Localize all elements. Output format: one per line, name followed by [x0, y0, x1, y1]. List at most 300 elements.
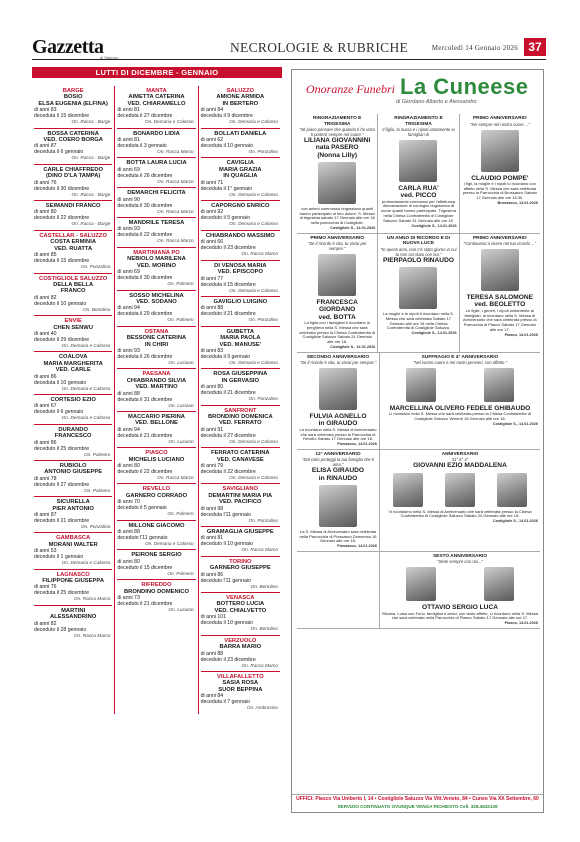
town-label: RIFREDDO	[141, 582, 172, 589]
death-entry	[117, 188, 195, 218]
deceased-name: BRONDINO DOMENICA VED. FERRATO	[207, 413, 273, 427]
notices-grid	[297, 114, 540, 629]
funeral-home-label: On. Racca Marco	[241, 662, 278, 668]
deceased-name: MANDRILE TERESA	[128, 220, 185, 227]
death-entry	[201, 406, 280, 449]
death-date: deceduto il 10 gennaio	[200, 541, 253, 548]
town-label: TORINO	[229, 558, 252, 565]
memorial-notice	[297, 353, 380, 449]
funeral-home-label: On. Demaria e Calosso	[61, 342, 111, 348]
deceased-name: DURANDO FRANCESCO	[54, 426, 92, 440]
notice-title: SESTO ANNIVERSARIO	[432, 553, 488, 559]
death-date: deceduto il 22 dicembre	[117, 469, 173, 475]
age-text: di anni 80	[34, 209, 57, 216]
age-text: di anni 91	[200, 426, 224, 433]
deceased-name: CHIABRANDO SILVIA VED. MARTINO	[126, 377, 187, 391]
deceased-name: MILLONE GIACOMO	[128, 522, 185, 529]
age-text: di anni 86	[34, 373, 57, 380]
portrait-photo	[445, 473, 475, 507]
notice-title: SUFFRAGIO E 4° ANNIVERSARIO	[421, 354, 499, 360]
death-entry	[201, 158, 280, 201]
notice-quote: "Sei sempre nel nostro cuore ..."	[469, 121, 530, 127]
deceased-name: RUBIOLO ANTONIO GIUSEPPE	[44, 463, 103, 476]
town-label: PIASCO	[145, 450, 168, 457]
funeral-home-label: On. Demaria e Calosso	[229, 475, 278, 480]
death-entry	[201, 448, 280, 484]
age-text: di anni 88	[117, 390, 140, 397]
notice-text: con animo commosso ringraziano quanti hanno partecipato al loro dolore. S. Messa di trigesima sabato 17 Gennaio alle ore 18 nella parrocchia di Costigliole.	[299, 205, 375, 226]
portrait-photo	[318, 254, 356, 296]
deceased-name: GUBETTA MARIA PAOLA VED. MANUSE'	[219, 328, 262, 348]
age-text: di anni 78	[34, 475, 57, 482]
death-date: deceduto l'11 gennaio	[117, 535, 168, 542]
age-text: di anni 76	[34, 179, 57, 186]
memorial-notice	[378, 234, 459, 352]
death-entry	[117, 129, 195, 159]
deaths-title: LUTTI DI DICEMBRE - GENNAIO	[32, 67, 282, 78]
funeral-home-label: On. Palmero	[84, 451, 111, 457]
death-entry	[201, 527, 280, 557]
age-text: di anni 62	[200, 137, 224, 144]
notice-quote: "Mi piace pensare che quando ti ho vista ti porterò sempre nel cuore."	[299, 127, 375, 137]
funeral-home-label: On. Demaria e Calosso	[229, 438, 278, 444]
funeral-home-label: On. Ponzalino	[80, 524, 111, 530]
town-label: CASTELLAR - SALUZZO	[39, 232, 107, 239]
age-text: di anni 77	[200, 275, 224, 282]
deaths-list	[32, 67, 282, 813]
funeral-brand	[292, 70, 545, 112]
notice-signature: Costigliole S., 14.01.2026	[330, 345, 376, 350]
notice-signature: Piossasco, 14.01.2026	[337, 442, 377, 447]
funeral-home-label: On. Racca Marco	[73, 596, 111, 602]
age-text: di anni 101	[200, 614, 227, 621]
death-date: deceduta il 10 gennaio	[34, 379, 87, 386]
portrait-photo	[399, 140, 437, 182]
deceased-name: MARTINI ALESSANDRINO	[49, 607, 97, 621]
deceased-name: CORTESIO EZIO	[50, 396, 96, 403]
portrait-photo	[319, 368, 357, 410]
death-entry	[117, 248, 195, 291]
issue-date: Mercoledì 14 Gennaio 2026	[431, 44, 518, 52]
town-label: LAGNASCO	[56, 571, 90, 578]
funeral-home-label: On. Racca Marco	[241, 547, 278, 553]
death-entry	[34, 165, 112, 201]
town-label: MARTINIANA PO	[133, 249, 180, 256]
age-text: di anni 98	[200, 505, 224, 512]
funeral-home-label: On. Demaria e Calosso	[144, 541, 194, 547]
deceased-name: CAPORGNO ENRICO	[211, 203, 270, 210]
death-date: deceduta il 25 dicembre	[34, 590, 90, 597]
death-entry	[117, 521, 195, 551]
death-date: deceduto il 15 dicembre	[117, 564, 173, 571]
town-label: SANFRONT	[224, 407, 257, 414]
death-entry	[117, 218, 195, 248]
notice-name: FULVIA AGNELLO in GIRAUDO	[309, 413, 367, 428]
death-date: deceduta il 3 gennaio	[117, 143, 167, 150]
funeral-home-label: On. Racca Marco	[241, 251, 278, 257]
notice-name: MARCELLINA OLIVERO FEDELE GHIBAUDO	[389, 405, 531, 413]
town-label: GAMBASCA	[56, 535, 91, 542]
age-text: di anni 81	[117, 107, 140, 114]
death-entry	[201, 484, 280, 527]
deaths-column	[115, 86, 198, 714]
memorial-notice	[460, 234, 540, 352]
death-entry	[117, 484, 195, 520]
funeral-home-label: On. Palmero	[167, 570, 194, 576]
notice-name: PIERPAOLO RINAUDO	[383, 256, 454, 264]
age-text: di anni 53	[34, 548, 57, 555]
death-date: deceduto il 22 dicembre	[34, 215, 90, 222]
deceased-name: GARNERO GIUSEPPE	[209, 565, 271, 572]
death-date: deceduto il 29 dicembre	[34, 336, 90, 343]
deceased-name: BOSSA CATERINA VED. COERO BORGA	[43, 130, 103, 144]
town-label: VERZUOLO	[224, 637, 257, 644]
notice-title: SECONDO ANNIVERSARIO	[306, 354, 370, 360]
death-entry	[117, 158, 195, 188]
notice-quote: "Siete sempre con noi..."	[437, 559, 483, 565]
age-text: di anni 80	[117, 558, 140, 565]
notice-title: UN ANNO DI RICORDO E DI NUOVA LUCE	[387, 235, 450, 247]
funeral-home-label: On. Palmero	[167, 281, 194, 287]
death-date: deceduta il 15 dicembre	[34, 113, 90, 120]
funeral-home-label: On. Racca - Barge	[71, 155, 111, 161]
death-entry	[34, 86, 112, 129]
death-entry	[201, 636, 280, 672]
portrait-photo	[406, 368, 436, 402]
deceased-name: BOTTERO LUCIA VED. CHIALVETTO	[214, 601, 267, 614]
notice-name: CLAUDIO POMPE'	[471, 174, 529, 182]
town-label: VENASCA	[226, 595, 255, 602]
age-text: di anni 93	[117, 347, 140, 354]
death-entry	[117, 412, 195, 448]
funeral-home-label: On. Palmero	[84, 487, 111, 493]
notice-title: PRIMO ANNIVERSARIO	[472, 235, 527, 241]
death-date: deceduta il 29 dicembre	[117, 311, 173, 318]
memorial-notice	[297, 450, 380, 551]
notices-row	[297, 353, 540, 450]
death-entry	[117, 448, 195, 484]
notice-name: OTTAVIO SERGIO LUCA	[422, 604, 498, 612]
notice-text: La moglie e le nipoti ti ricordano nella S. Messa che sarà celebrata Sabato 17 Gennaio alle ore 18 nella Chiesa Confraternita di Costigliole Saluzzo.	[383, 310, 454, 331]
death-entry	[34, 231, 112, 274]
brand-owners: di Giordano Alberto e Alessandro	[396, 99, 477, 105]
portrait-photo	[497, 473, 527, 507]
death-entry	[201, 557, 280, 593]
notice-text: I figli, la moglie e i nipoti lo ricordano con affetto nella S. Messa che sarà celebrata presso la Parrocchia di Brossasco Sabato 17 Gennaio alle ore 18.30.	[462, 180, 537, 201]
deceased-name: BOTTA LAURA LUCIA	[126, 160, 187, 167]
death-entry	[34, 606, 112, 641]
notice-title: PRIMO ANNIVERSARIO	[472, 116, 527, 121]
funeral-home-label: On. Palmero	[167, 511, 194, 517]
funeral-home-label: On. Demaria e Calosso	[61, 385, 111, 391]
age-text: di anni 69	[117, 166, 140, 173]
funeral-home-label: On. Racca Marco	[157, 238, 194, 244]
death-entry	[201, 672, 280, 714]
death-date: deceduto il 28 gennaio	[34, 626, 87, 633]
funeral-home-label: On. Bertolino	[250, 626, 278, 632]
section-title: NECROLOGIE & RUBRICHE	[230, 40, 409, 55]
death-date: deceduto il 6 gennaio	[34, 409, 84, 416]
notices-row	[297, 450, 540, 552]
funeral-home-label: On. Palmero	[167, 317, 194, 323]
death-date: deceduta il 1° gennaio	[200, 185, 253, 192]
death-date: deceduto il 10 gennaio	[34, 300, 87, 307]
death-date: deceduta il 6 gennaio	[34, 149, 84, 156]
notice-quote: "Se il ricordo è vita, tu vivrai per sempre."	[307, 241, 367, 252]
deceased-name: CHEN SENWU	[53, 324, 93, 331]
funeral-home-label: On. Demaria e Calosso	[229, 221, 278, 227]
memorial-notice	[380, 450, 540, 551]
notice-name: FRANCESCA GIORDANO ved. BOTTA	[316, 299, 358, 321]
death-date: deceduta il 15 dicembre	[34, 258, 90, 265]
funeral-home-label: On. Ponzalino	[248, 149, 278, 155]
death-entry	[34, 395, 112, 425]
notice-name: TERESA SALOMONE ved. BEOLETTO	[466, 294, 534, 309]
portrait-photo	[406, 567, 436, 601]
notices-row	[297, 114, 540, 234]
deceased-name: MORANI WALTER	[48, 541, 98, 548]
deaths-column	[199, 86, 282, 714]
deceased-name: DEMARTINI MARIA PIA VED. PACIFICO	[208, 492, 273, 506]
death-date: deceduto il 21 dicembre	[117, 601, 173, 608]
death-entry	[117, 327, 195, 370]
notice-name: CARLA RUA' ved. PICCO	[398, 185, 439, 200]
death-date: deceduta il 9 dicembre	[200, 113, 253, 120]
town-label: MANTA	[146, 88, 167, 94]
notice-quote: "Nel vostro cuore e nei nostri pensieri, con affetto."	[413, 360, 507, 366]
deceased-name: COSTA ERMINIA VED. RUATTA	[50, 239, 97, 252]
death-date: deceduta il 22 dicembre	[200, 469, 256, 475]
age-text: di anni 79	[200, 463, 224, 469]
notice-text: Li ricordano nella S. Messa che sarà celebrata presso la Chiesa Confraternita di Costigliole Saluzzo Venerdì 16 Gennaio alle ore 18.	[389, 411, 531, 422]
death-date: deceduto il 23 dicembre	[200, 656, 256, 663]
notice-signature: Brossasco, 14.01.2026	[497, 200, 538, 205]
death-date: deceduto il 1 gennaio	[34, 554, 84, 561]
age-text: di anni 88	[117, 529, 140, 536]
age-text: di anni 69	[117, 269, 140, 276]
death-date: deceduta il 10 gennaio	[200, 143, 253, 150]
death-date: deceduto il 21 dicembre	[34, 518, 90, 525]
funeral-home-label: On. Demaria e Calosso	[229, 191, 278, 197]
deceased-name: BOLLATI DANIELA	[214, 130, 267, 137]
notice-signature: Piasco, 14.01.2026	[504, 332, 538, 337]
death-entry	[117, 86, 195, 129]
deceased-name: AMIONE ARMIDA IN BERTERO	[216, 94, 265, 107]
death-date: deceduto il 30 dicembre	[34, 185, 90, 192]
age-text: di anni 81	[117, 137, 140, 144]
age-text: di anni 90	[117, 196, 140, 203]
death-entry	[201, 201, 280, 231]
death-date: deceduta il 30 dicembre	[117, 202, 173, 209]
death-date: deceduto il 25 dicembre	[34, 445, 90, 452]
age-text: di anni 67	[34, 403, 57, 410]
death-date: deceduta il 15 dicembre	[200, 281, 256, 288]
notice-title: 12° ANNIVERSARIO	[315, 451, 361, 457]
memorial-notice	[297, 114, 378, 233]
death-entry	[34, 201, 112, 231]
funeral-home-label: On. Racca Marco	[157, 208, 194, 214]
death-date: deceduta il 9 gennaio	[200, 353, 250, 360]
deceased-name: MICHELIS LUCIANO	[128, 456, 185, 463]
death-entry	[34, 497, 112, 533]
age-text: di anni 76	[34, 584, 57, 591]
death-entry	[34, 274, 112, 317]
death-entry	[117, 291, 195, 327]
funeral-home-label: On. Demaria e Calosso	[61, 560, 111, 566]
deceased-name: CHIABRANDO MASSIMO	[205, 232, 275, 239]
deceased-name: BOSIO ELSA EUGENIA (ELFINA)	[38, 94, 108, 107]
notice-signature: Costigliole S., 14.01.2026	[492, 519, 538, 524]
age-text: di anni 66	[200, 239, 224, 246]
death-date: deceduta il 27 dicembre	[200, 432, 256, 439]
death-entry	[201, 369, 280, 405]
notice-quote: "In questi anni, non c'è stato giorno in cui tu non sia stato con noi."	[380, 246, 457, 257]
death-entry	[201, 593, 280, 636]
death-date: deceduto il 27 dicembre	[34, 481, 90, 488]
notice-quote: 31° 6° 4°	[451, 457, 469, 463]
age-text: di anni 83	[34, 107, 57, 114]
death-date: deceduta il 22 dicembre	[117, 232, 173, 239]
funeral-home-label: On. Luciano	[168, 607, 194, 613]
deceased-name: AIMETTA CATERINA VED. CHIARAMELLO	[127, 94, 186, 107]
notice-quote: "Dal cielo proteggi la tua famiglia che ti ama."	[301, 457, 374, 468]
town-label: REVELLO	[142, 486, 171, 493]
portrait-photo	[481, 130, 519, 172]
death-date: deceduto il 5 gennaio	[200, 215, 250, 222]
notice-text: Silvana, Luisa con Furio, famigliari e amici, con tanto affetto, Li ricordano nella S. Messa che sarà celebrata nella Parrocchia di Piasco Sabato 17 Gennaio alle ore 17.	[382, 610, 539, 621]
deaths-columns	[32, 86, 282, 714]
funeral-home-label: On. Demaria e Calosso	[229, 359, 278, 365]
death-date: deceduta il 21 dicembre	[200, 390, 256, 397]
funeral-home-label: On. Ponzalino	[248, 317, 278, 323]
deceased-name: COALOVA MARIA MARGHERITA VED. CARLE	[43, 354, 103, 374]
memorial-notice	[297, 552, 380, 628]
age-text: di anni 84	[200, 693, 224, 700]
funeral-home-label: On. Demaria e Calosso	[229, 287, 278, 293]
notices-row	[297, 552, 540, 629]
town-label: OSTANA	[144, 328, 169, 335]
age-text: di anni 94	[117, 426, 140, 433]
death-date: deceduta il 7 gennaio	[200, 699, 250, 706]
age-text: di anni 40	[34, 330, 57, 337]
deceased-name: DELLA BELLA FRANCO	[53, 281, 94, 295]
portrait-photo	[484, 567, 514, 601]
notice-title: RINGRAZIAMENTO E TRIGESIMA	[394, 116, 443, 127]
notice-title: ANNIVERSARIO	[441, 451, 479, 457]
death-entry	[117, 580, 195, 615]
age-text: di anni 87	[34, 143, 57, 150]
funeral-home-label: On. Racca Marco	[157, 149, 194, 155]
funeral-home-label: On. Ponzalino	[248, 517, 278, 523]
deceased-name: CAVIGLIA MARIA GRAZIA IN QUAGLIA	[219, 160, 262, 180]
deceased-name: CARLE CHIAFFREDO (DINO D'LA TAMPA)	[43, 166, 103, 180]
notice-title: PRIMO ANNIVERSARIO	[310, 235, 364, 241]
memorial-notice	[297, 234, 378, 352]
death-entry	[117, 550, 195, 580]
funeral-home-label: On. Racca - Barge	[71, 221, 111, 227]
death-date: deceduta il 31 dicembre	[117, 396, 173, 403]
funeral-home-box	[291, 69, 544, 813]
age-text: di anni 85	[34, 252, 57, 259]
notice-signature: Piasco, 14.01.2026	[504, 621, 538, 626]
funeral-home-label: On. Demaria e Calosso	[144, 119, 194, 125]
funeral-home-label: On. Bertolino	[82, 306, 111, 312]
death-entry	[34, 461, 112, 497]
death-entry	[34, 425, 112, 461]
death-entry	[201, 297, 280, 327]
death-entry	[34, 352, 112, 395]
age-text: di anni 82	[34, 620, 57, 627]
logo-subtitle: di Saluzzo	[100, 55, 119, 60]
funeral-home-label: On. Luciano	[168, 438, 194, 444]
age-text: di anni 88	[200, 305, 224, 312]
deceased-name: PEIRONE SERGIO	[131, 552, 182, 559]
funeral-footer	[292, 794, 543, 812]
funeral-home-label: On. Racca Marco	[73, 632, 111, 638]
notice-quote: "Continuerai a vivere nel tuo ricordo ..."	[463, 241, 537, 247]
portrait-photo	[484, 368, 514, 402]
deaths-column	[32, 86, 115, 714]
service-line: SERVIZIO CONTINUATO OVUNQUE VENGA RICHIESTO Cell. 328.4632139	[337, 804, 498, 809]
deceased-name: BESSONE CATERINA IN CHIRI	[126, 335, 187, 348]
age-text: di anni 81	[200, 535, 224, 542]
deceased-name: FILIPPONE GIUSEPPA	[42, 578, 105, 585]
notice-signature: Costigliole S., 14.01.2026	[330, 226, 376, 231]
notice-text: La S. Messa di Anniversario sarà celebrata nella Parrocchia di Piossasco Domenica 18 Gennaio alle ore 18.	[299, 528, 377, 544]
death-entry	[201, 86, 280, 129]
town-label: BARGE	[62, 88, 84, 94]
notice-signature: Piossasco, 14.01.2026	[337, 544, 377, 549]
death-entry	[201, 231, 280, 261]
portrait-photo	[481, 249, 519, 291]
offices-line: UFFICI: Piasco Via Umberto I, 14 • Costigliole Saluzzo Via Vitt.Veneto, 84 • Cuneo Via XX Settembre, 60	[296, 796, 539, 802]
town-label: PAESANA	[142, 371, 171, 378]
age-text: di anni 73	[117, 595, 140, 602]
town-label: VILLAFALLETTO	[217, 673, 264, 680]
death-date: deceduto il 5 gennaio	[117, 505, 167, 512]
death-entry	[34, 570, 112, 606]
deceased-name: GAVIGLIO LUIGINO	[213, 298, 268, 305]
funeral-home-label: On. Ambrosino	[246, 705, 278, 711]
death-date: deceduto il 23 dicembre	[200, 245, 256, 252]
notice-signature: Costigliole S., 14.01.2026	[411, 223, 457, 228]
page-header	[32, 36, 546, 60]
portrait-photo	[393, 473, 423, 507]
town-label: ENVIE	[64, 318, 82, 325]
age-text: di anni 93	[117, 226, 140, 233]
deceased-name: SASIA ROSA SUOR BEPPINA	[218, 680, 263, 693]
age-text: di anni 92	[200, 209, 224, 216]
funeral-home-label: On. Luciano	[168, 402, 194, 408]
death-entry	[34, 533, 112, 569]
portrait-photo	[399, 267, 437, 309]
notice-quote: Il figlio, la nuora e i nipoti unitamente ai famigliari di	[382, 127, 455, 137]
death-date: deceduta il 10 gennaio	[200, 620, 253, 627]
notice-text: Vi ricordiamo nella S. Messa di Anniversario che sarà celebrata presso la Chiesa Confraternita di Costigliole Saluzzo Sabato 24 Gennaio alle ore 18.	[388, 508, 532, 519]
page-number: 37	[524, 38, 546, 56]
age-text: di anni 82	[34, 294, 57, 301]
notice-text: La ricordano nella S. Messa di Anniversario che sarà celebrata presso la Parrocchia di Revello Sabato 17 Gennaio alle ore 18.	[299, 426, 377, 442]
death-date: deceduto il 21 dicembre	[200, 311, 256, 318]
age-text: di anni 80	[200, 384, 224, 391]
age-text: di anni 83	[200, 347, 224, 354]
funeral-home-label: On. Demaria e Calosso	[61, 415, 111, 421]
newspaper-logo: Gazzetta	[32, 36, 104, 58]
portrait-photo	[318, 162, 356, 204]
deceased-name: SOSSO MICHELINA VED. SODANO	[129, 292, 184, 305]
funeral-home-label: On. Bertolino	[250, 583, 278, 589]
deceased-name: BARRA MARIO	[219, 644, 262, 651]
